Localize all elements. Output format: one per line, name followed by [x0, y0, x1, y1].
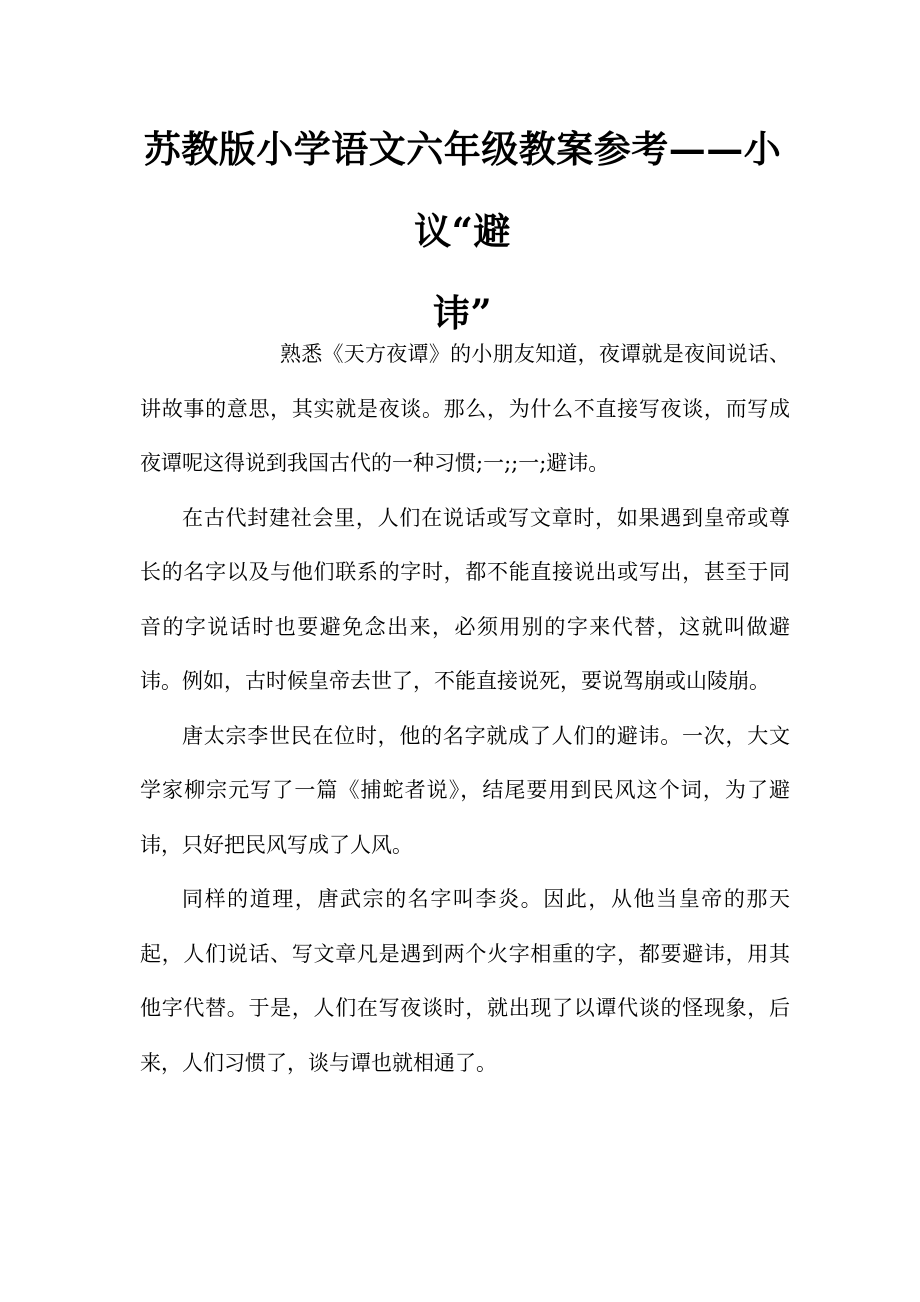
- title-line-1: 苏教版小学语文六年级教案参考——小议“避: [143, 127, 782, 253]
- paragraph-3: 唐太宗李世民在位时，他的名字就成了人们的避讳。一次，大文学家柳宗元写了一篇《捕蛇者说》，结尾要用到民风这个词，为了避讳，只好把民风写成了人风。: [140, 723, 790, 857]
- paragraph-2: 在古代封建社会里，人们在说话或写文章时，如果遇到皇帝或尊长的名字以及与他们联系的字时，都不能直接说出或写出，甚至于同音的字说话时也要避免念出来，必须用别的字来代替，这就叫做避讳。例如，古时候皇帝去世了，不能直接说死，要说驾崩或山陵崩。: [140, 505, 790, 693]
- title-line-2: 讳”: [432, 291, 493, 335]
- document-body: [140, 327, 790, 1090]
- paragraph-4: 同样的道理，唐武宗的名字叫李炎。因此，从他当皇帝的那天起，人们说话、写文章凡是遇到两个火字相重的字，都要避讳，用其他字代替。于是，人们在写夜谈时，就出现了以谭代谈的怪现象，后来，人们习惯了，谈与谭也就相通了。: [140, 887, 790, 1075]
- document-title: [140, 108, 785, 354]
- paragraph-1: 熟悉《天方夜谭》的小朋友知道，夜谭就是夜间说话、讲故事的意思，其实就是夜谈。那么，为什么不直接写夜谈，而写成夜谭呢这得说到我国古代的一种习惯;一;;一;避讳。: [140, 342, 790, 475]
